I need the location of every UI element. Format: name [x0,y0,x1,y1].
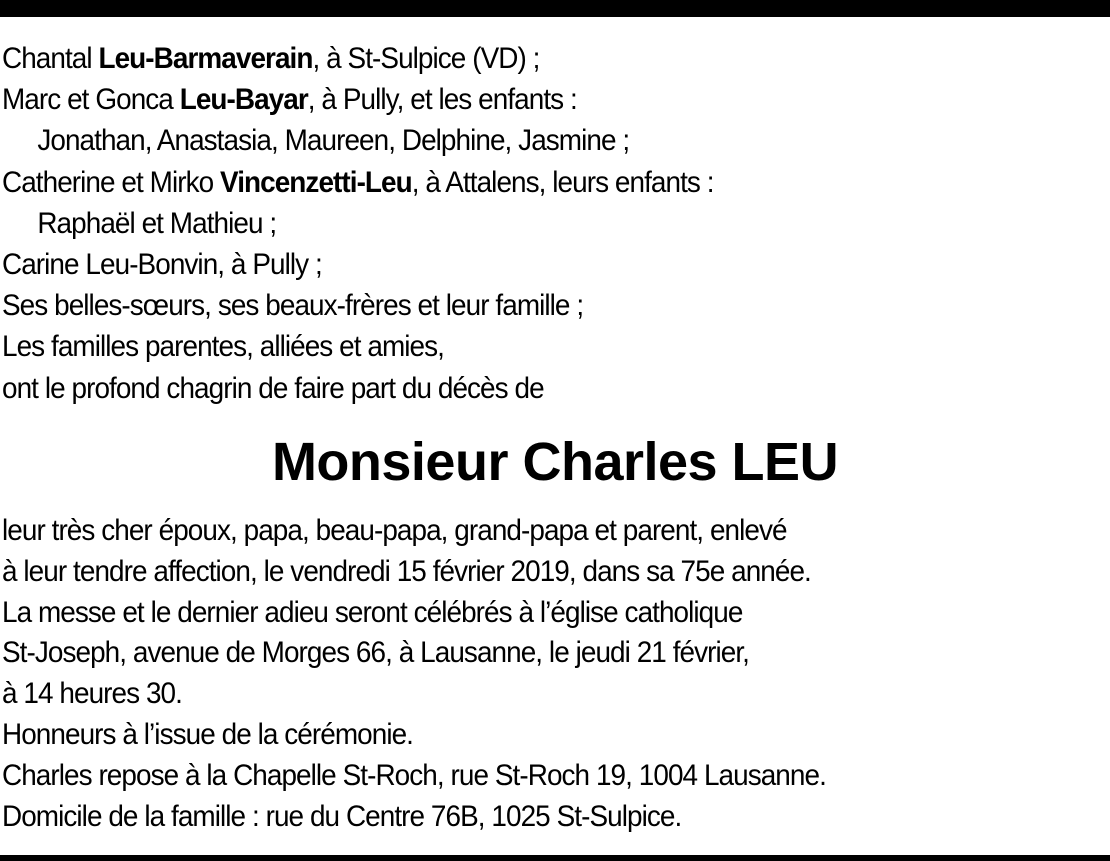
family-line-text: Les familles parentes, alliées et amies, [2,330,444,364]
family-line-children [2,120,1025,161]
announcement-line [2,368,1025,409]
family-line-text: Ses belles-sœurs, ses beaux-frères et leur famille ; [2,289,584,323]
family-line [2,244,1025,285]
detail-line: à leur tendre affection, le vendredi 15 février 2019, dans sa 75e année. [2,554,811,588]
family-line [2,79,1025,120]
family-surname: Leu-Bayar [179,83,308,117]
announcement-text: ont le profond chagrin de faire part du décès de [2,371,544,405]
family-line-place: , à Pully, et les enfants : [307,83,577,117]
detail-line: La messe et le dernier adieu seront célébrés à l’église catholique [2,595,743,629]
family-line-text: Raphaël et Mathieu ; [37,206,277,240]
family-line [2,285,1025,326]
family-line-text: Catherine et Mirko [2,165,221,199]
detail-line: Charles repose à la Chapelle St-Roch, rue St-Roch 19, 1004 Lausanne. [2,758,826,792]
notice-details [2,511,1102,837]
family-line-place: , à Attalens, leurs enfants : [411,165,714,199]
family-line-text: Chantal [2,42,99,75]
bottom-rule [0,855,1110,861]
family-line-text: Marc et Gonca [2,83,180,117]
top-rule [0,0,1110,17]
detail-line: Domicile de la famille : rue du Centre 76B, 1025 St-Sulpice. [2,799,682,833]
family-line-text: Carine Leu-Bonvin, à Pully ; [2,247,322,281]
family-line-children [2,203,1025,244]
family-list [2,38,1102,409]
detail-line: Honneurs à l’issue de la cérémonie. [2,717,414,751]
family-line [2,38,1025,79]
family-line-place: , à St-Sulpice (VD) ; [312,42,540,75]
family-surname: Leu-Barmaverain [98,42,313,75]
family-surname: Vincenzetti-Leu [220,165,412,199]
family-line [2,162,1025,203]
detail-line: St-Joseph, avenue de Morges 66, à Lausanne, le jeudi 21 février, [2,636,750,670]
family-line [2,326,1025,367]
family-line-text: Jonathan, Anastasia, Maureen, Delphine, Jasmine ; [37,124,630,158]
detail-line: à 14 heures 30. [2,677,182,711]
deceased-name: Monsieur Charles LEU [271,432,839,492]
detail-line: leur très cher époux, papa, beau-papa, grand-papa et parent, enlevé [2,514,787,547]
